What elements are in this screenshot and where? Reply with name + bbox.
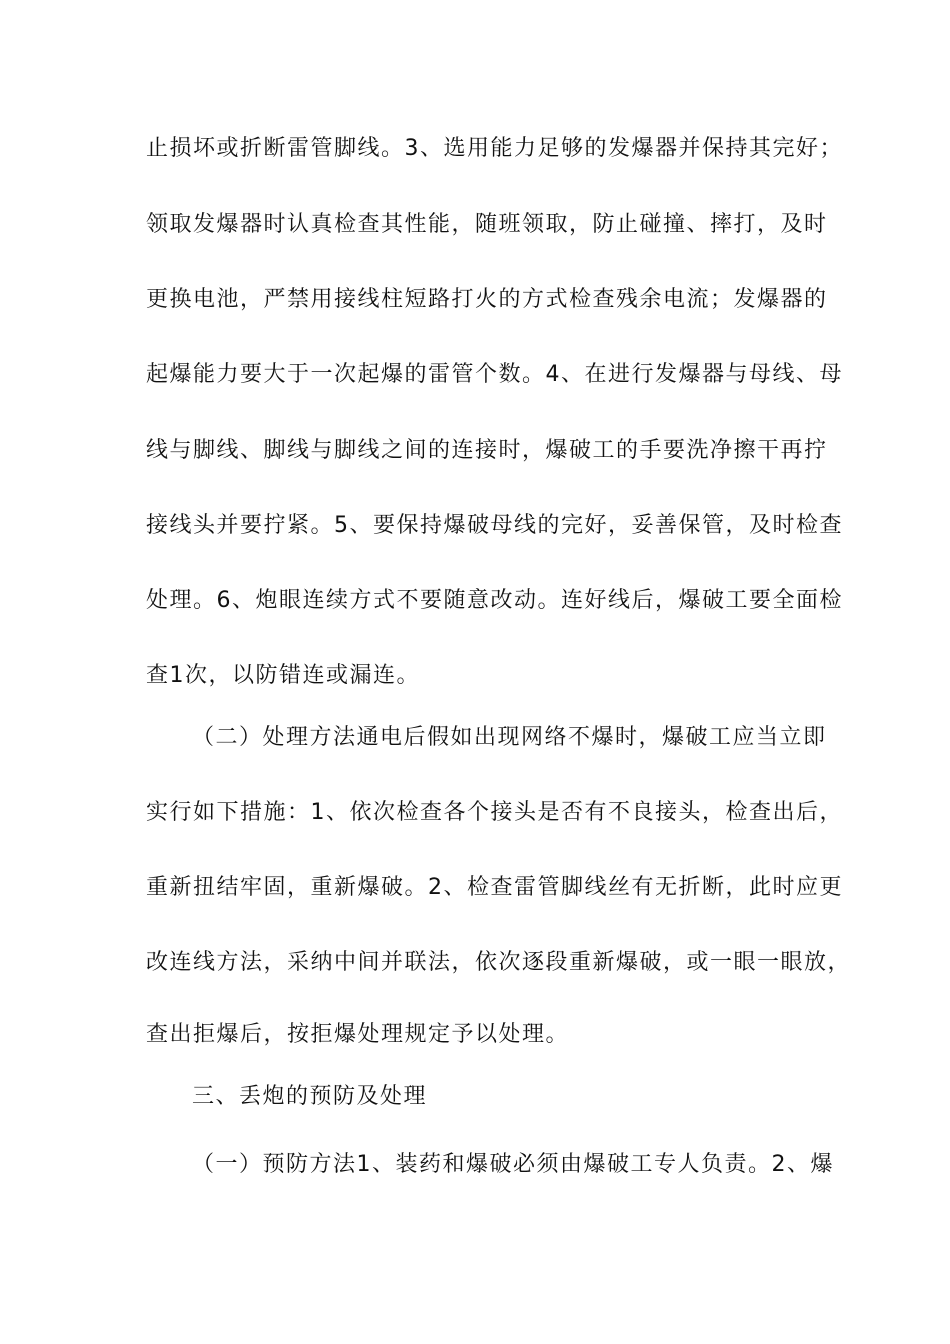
paragraph-line: 查出拒爆后，按拒爆处理规定予以处理。 <box>146 1022 570 1047</box>
paragraph-line: 处理。6、炮眼连续方式不要随意改动。连好线后，爆破工要全面检 <box>146 588 843 613</box>
paragraph-line: 起爆能力要大于一次起爆的雷管个数。4、在进行发爆器与母线、母 <box>146 362 843 387</box>
section-heading: 三、丢炮的预防及处理 <box>192 1084 428 1109</box>
paragraph-line-indented: （二）处理方法通电后假如出现网络不爆时，爆破工应当立即 <box>192 725 827 750</box>
paragraph-line: 重新扭结牢固，重新爆破。2、检查雷管脚线丝有无折断，此时应更 <box>146 875 843 900</box>
paragraph-line: 领取发爆器时认真检查其性能，随班领取，防止碰撞、摔打，及时 <box>146 212 828 237</box>
paragraph-line: 查1次，以防错连或漏连。 <box>146 663 420 688</box>
paragraph-line: 接线头并要拧紧。5、要保持爆破母线的完好，妥善保管，及时检查 <box>146 513 843 538</box>
paragraph-line: 线与脚线、脚线与脚线之间的连接时，爆破工的手要洗净擦干再拧 <box>146 438 828 463</box>
paragraph-line: 改连线方法，采纳中间并联法，依次逐段重新爆破，或一眼一眼放， <box>146 950 852 975</box>
paragraph-line: 止损坏或折断雷管脚线。3、选用能力足够的发爆器并保持其完好； <box>146 136 843 161</box>
paragraph-line: 实行如下措施：1、依次检查各个接头是否有不良接头，检查出后， <box>146 800 843 825</box>
paragraph-line-indented: （一）预防方法1、装药和爆破必须由爆破工专人负责。2、爆 <box>192 1152 834 1177</box>
paragraph-line: 更换电池，严禁用接线柱短路打火的方式检查残余电流；发爆器的 <box>146 287 828 312</box>
